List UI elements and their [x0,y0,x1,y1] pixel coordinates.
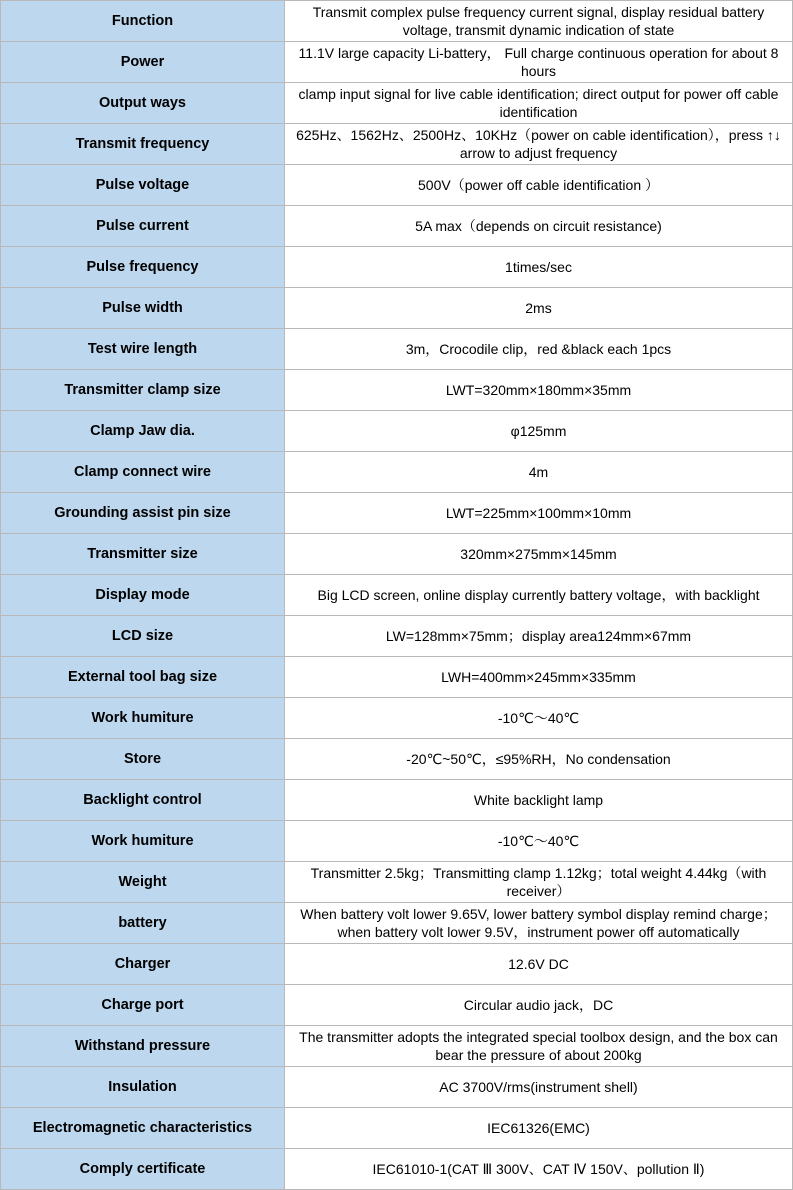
spec-row-transmit-frequency [1,124,793,165]
spec-label: battery [1,903,285,944]
spec-value: 500V（power off cable identification ） [285,165,793,206]
spec-value: 3m，Crocodile clip，red &black each 1pcs [285,329,793,370]
spec-label: Work humiture [1,698,285,739]
spec-value: Circular audio jack，DC [285,985,793,1026]
spec-value: clamp input signal for live cable identification; direct output for power off cable identification [285,83,793,124]
spec-label: Transmitter size [1,534,285,575]
spec-value: The transmitter adopts the integrated special toolbox design, and the box can bear the pressure of about 200kg [285,1026,793,1067]
spec-value: Big LCD screen, online display currently battery voltage，with backlight [285,575,793,616]
spec-value: When battery volt lower 9.65V, lower battery symbol display remind charge；when battery volt lower 9.5V，instrument power off automatically [285,903,793,944]
spec-row-backlight-control [1,780,793,821]
spec-row-battery [1,903,793,944]
spec-row-function [1,1,793,42]
spec-value: 5A max（depends on circuit resistance) [285,206,793,247]
spec-value: Transmitter 2.5kg；Transmitting clamp 1.12kg；total weight 4.44kg（with receiver） [285,862,793,903]
spec-label: Grounding assist pin size [1,493,285,534]
spec-label: Function [1,1,285,42]
spec-row-comply-certificate [1,1149,793,1190]
spec-value: LW=128mm×75mm；display area124mm×67mm [285,616,793,657]
spec-row-insulation [1,1067,793,1108]
spec-row-electromagnetic-characteristics [1,1108,793,1149]
spec-label: Power [1,42,285,83]
spec-row-external-tool-bag-size [1,657,793,698]
spec-row-grounding-assist-pin-size [1,493,793,534]
spec-label: Clamp Jaw dia. [1,411,285,452]
spec-value: -10℃～40℃ [285,821,793,862]
spec-row-clamp-jaw-dia [1,411,793,452]
spec-row-clamp-connect-wire [1,452,793,493]
spec-label: Comply certificate [1,1149,285,1190]
spec-label: LCD size [1,616,285,657]
spec-value: White backlight lamp [285,780,793,821]
spec-value: IEC61326(EMC) [285,1108,793,1149]
spec-row-store [1,739,793,780]
spec-label: Withstand pressure [1,1026,285,1067]
spec-label: Pulse voltage [1,165,285,206]
spec-value: -10℃～40℃ [285,698,793,739]
spec-value: φ125mm [285,411,793,452]
spec-label: External tool bag size [1,657,285,698]
spec-label: Pulse current [1,206,285,247]
spec-value: 1times/sec [285,247,793,288]
spec-label: Test wire length [1,329,285,370]
spec-label: Display mode [1,575,285,616]
spec-row-display-mode [1,575,793,616]
spec-label: Insulation [1,1067,285,1108]
spec-value: 2ms [285,288,793,329]
spec-value: 320mm×275mm×145mm [285,534,793,575]
spec-row-weight [1,862,793,903]
spec-row-transmitter-clamp-size [1,370,793,411]
spec-label: Backlight control [1,780,285,821]
spec-value: IEC61010-1(CAT Ⅲ 300V、CAT Ⅳ 150V、pollution Ⅱ) [285,1149,793,1190]
spec-label: Electromagnetic characteristics [1,1108,285,1149]
spec-table-body [1,1,793,1190]
spec-label: Output ways [1,83,285,124]
spec-label: Transmitter clamp size [1,370,285,411]
spec-row-withstand-pressure [1,1026,793,1067]
spec-value: Transmit complex pulse frequency current signal, display residual battery voltage, transmit dynamic indication of state [285,1,793,42]
spec-label: Charger [1,944,285,985]
spec-row-lcd-size [1,616,793,657]
spec-label: Store [1,739,285,780]
spec-row-pulse-frequency [1,247,793,288]
spec-row-pulse-width [1,288,793,329]
spec-label: Charge port [1,985,285,1026]
spec-value: 4m [285,452,793,493]
spec-value: AC 3700V/rms(instrument shell) [285,1067,793,1108]
spec-value: 12.6V DC [285,944,793,985]
spec-label: Clamp connect wire [1,452,285,493]
spec-row-power [1,42,793,83]
spec-row-work-humiture-2 [1,821,793,862]
spec-row-work-humiture [1,698,793,739]
spec-value: 625Hz、1562Hz、2500Hz、10KHz（power on cable identification），press ↑↓ arrow to adjust frequency [285,124,793,165]
spec-row-transmitter-size [1,534,793,575]
spec-row-charge-port [1,985,793,1026]
spec-label: Work humiture [1,821,285,862]
spec-value: LWT=225mm×100mm×10mm [285,493,793,534]
spec-value: LWH=400mm×245mm×335mm [285,657,793,698]
spec-row-output-ways [1,83,793,124]
spec-value: LWT=320mm×180mm×35mm [285,370,793,411]
spec-row-test-wire-length [1,329,793,370]
spec-label: Transmit frequency [1,124,285,165]
spec-label: Weight [1,862,285,903]
spec-row-charger [1,944,793,985]
spec-value: -20℃~50℃，≤95%RH，No condensation [285,739,793,780]
spec-row-pulse-current [1,206,793,247]
spec-label: Pulse frequency [1,247,285,288]
spec-row-pulse-voltage [1,165,793,206]
spec-label: Pulse width [1,288,285,329]
spec-value: 11.1V large capacity Li-battery， Full charge continuous operation for about 8 hours [285,42,793,83]
